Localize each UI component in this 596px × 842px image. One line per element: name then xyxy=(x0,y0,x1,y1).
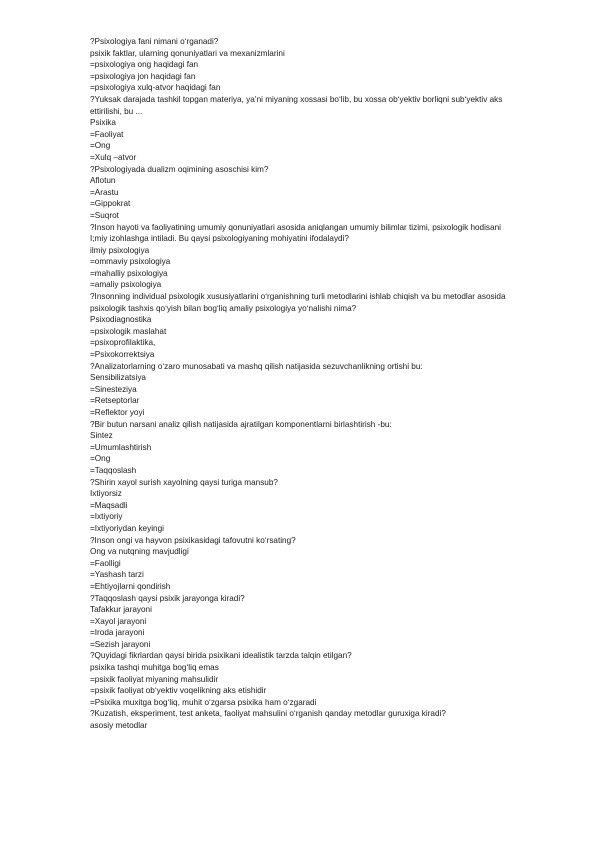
text-line: =Suqrot xyxy=(90,210,119,220)
text-line: =psixologiya ong haqidagi fan xyxy=(90,60,199,70)
text-line: ?Shirin xayol surish xayolning qaysi turiga mansub? xyxy=(90,477,278,487)
text-line: =Psixokorrektsiya xyxy=(90,350,155,360)
text-line: =Yashash tarzi xyxy=(90,570,144,580)
text-line: =Ixtiyoriydan keyingi xyxy=(90,523,164,533)
text-line: =Ehtiyojlarni qondirish xyxy=(90,581,171,591)
text-line: =Sinesteziya xyxy=(90,384,137,394)
text-line: ilmiy psixologiya xyxy=(90,245,150,255)
text-line: =Psixika muxitga bogʻliq, muhit oʻzgarsa psixika ham oʻzgaradi xyxy=(90,697,317,707)
text-line: =Ixtiyoriy xyxy=(90,512,123,522)
text-line: =amaliy psixologiya xyxy=(90,280,162,290)
text-line: ?Yuksak darajada tashkil topgan materiya, ya’ni miyaning xossasi boʻlib, bu xossa obʻyektiv borliqni subʻyektiv aks ettirilishi, bu ... xyxy=(90,94,503,116)
text-line: psixik faktlar, ularning qonuniyatlari va mexanizmlarini xyxy=(90,48,285,58)
text-line: =Reflektor yoyi xyxy=(90,408,145,417)
text-line: =Faoliyat xyxy=(90,129,124,139)
text-line: Psixodiagnostika xyxy=(90,315,152,325)
document-text xyxy=(90,36,510,732)
text-line: ?Quyidagi fikrlardan qaysi birida psixikani idealistik tarzda talqin etilgan? xyxy=(90,651,352,661)
text-line: =Iroda jarayoni xyxy=(90,628,145,638)
text-line: ?Inson hayoti va faoliyatining umumiy qonuniyatlari asosida aniqlangan umumiy bilimlar tizimi, psixologik hodisani I;miy izohlashga intiladi. Bu qaysi psixologiyaning mohiyatini ifodalaydi? xyxy=(90,222,501,244)
text-line: =Xayol jarayoni xyxy=(90,616,147,626)
text-line: =Taqqoslash xyxy=(90,465,137,475)
text-line: =psixik faoliyat obʻyektiv voqelikning aks etishidir xyxy=(90,686,267,696)
text-line: =Ong xyxy=(90,141,111,151)
text-line: Sintez xyxy=(90,431,113,441)
text-line: psixika tashqi muhitga bogʻliq emas xyxy=(90,663,219,673)
text-line: =mahalliy psixologiya xyxy=(90,268,168,278)
text-line: =psixologiya xulq-atvor haqidagi fan xyxy=(90,83,221,93)
text-line: =Ong xyxy=(90,454,111,464)
text-line: Tafakkur jarayoni xyxy=(90,605,152,615)
text-line: Sensibilizatsiya xyxy=(90,373,146,383)
text-line: =Arastu xyxy=(90,187,119,197)
text-line: Aflotun xyxy=(90,176,116,186)
text-line: ?Taqqoslash qaysi psixik jarayonga kiradi? xyxy=(90,593,245,603)
text-line: ?Psixologiyada dualizm oqimining asoschisi kim? xyxy=(90,164,269,174)
text-line: =psixoprofilaktika, xyxy=(90,338,156,348)
text-line: Psixika xyxy=(90,118,116,128)
text-line: asosiy metodlar xyxy=(90,721,148,731)
text-line: ?Bir butun narsani analiz qilish natijasida ajratilgan komponentlarni birlashtirish -bu: xyxy=(90,419,392,429)
text-line: =psixologik maslahat xyxy=(90,326,167,336)
text-line: =Retseptorlar xyxy=(90,396,140,406)
text-line: ?Analizatorlarning oʻzaro munosabati va mashq qilish natijasida sezuvchanlikning ortishi bu: xyxy=(90,361,423,371)
text-line: =psixologiya jon haqidagi fan xyxy=(90,71,196,81)
text-line: =Umumlashtirish xyxy=(90,442,152,452)
text-line: =psixik faoliyat miyaning mahsulidir xyxy=(90,674,219,684)
text-line: =ommaviy psixologiya xyxy=(90,257,171,267)
text-line: ?Kuzatish, eksperiment, test anketa, faoliyat mahsulini oʻrganish qanday metodlar guruxiga kiradi? xyxy=(90,709,446,719)
text-line: ?Inson ongi va hayvon psixikasidagi tafovutni koʻrsating? xyxy=(90,535,296,545)
text-line: =Maqsadli xyxy=(90,500,128,510)
text-line: ?Insonning individual psixologik xususiyatlarini oʻrganishning turli metodlarini ishlab chiqish va bu metodlar asosida psixologik tashxis qoʻyish bilan bogʻliq amaliy psixologiya yoʻnalishi nima? xyxy=(90,292,506,313)
text-line: Ixtiyorsiz xyxy=(90,489,122,499)
text-line: =Sezish jarayoni xyxy=(90,639,151,649)
text-line: ?Psixologiya fani nimani oʻrganadi? xyxy=(90,37,219,46)
text-line: =Xulq –atvor xyxy=(90,152,137,162)
text-line: =Gippokrat xyxy=(90,199,131,209)
text-line: =Faolligi xyxy=(90,558,121,568)
text-line: Ong va nutqning mavjudligi xyxy=(90,547,189,557)
